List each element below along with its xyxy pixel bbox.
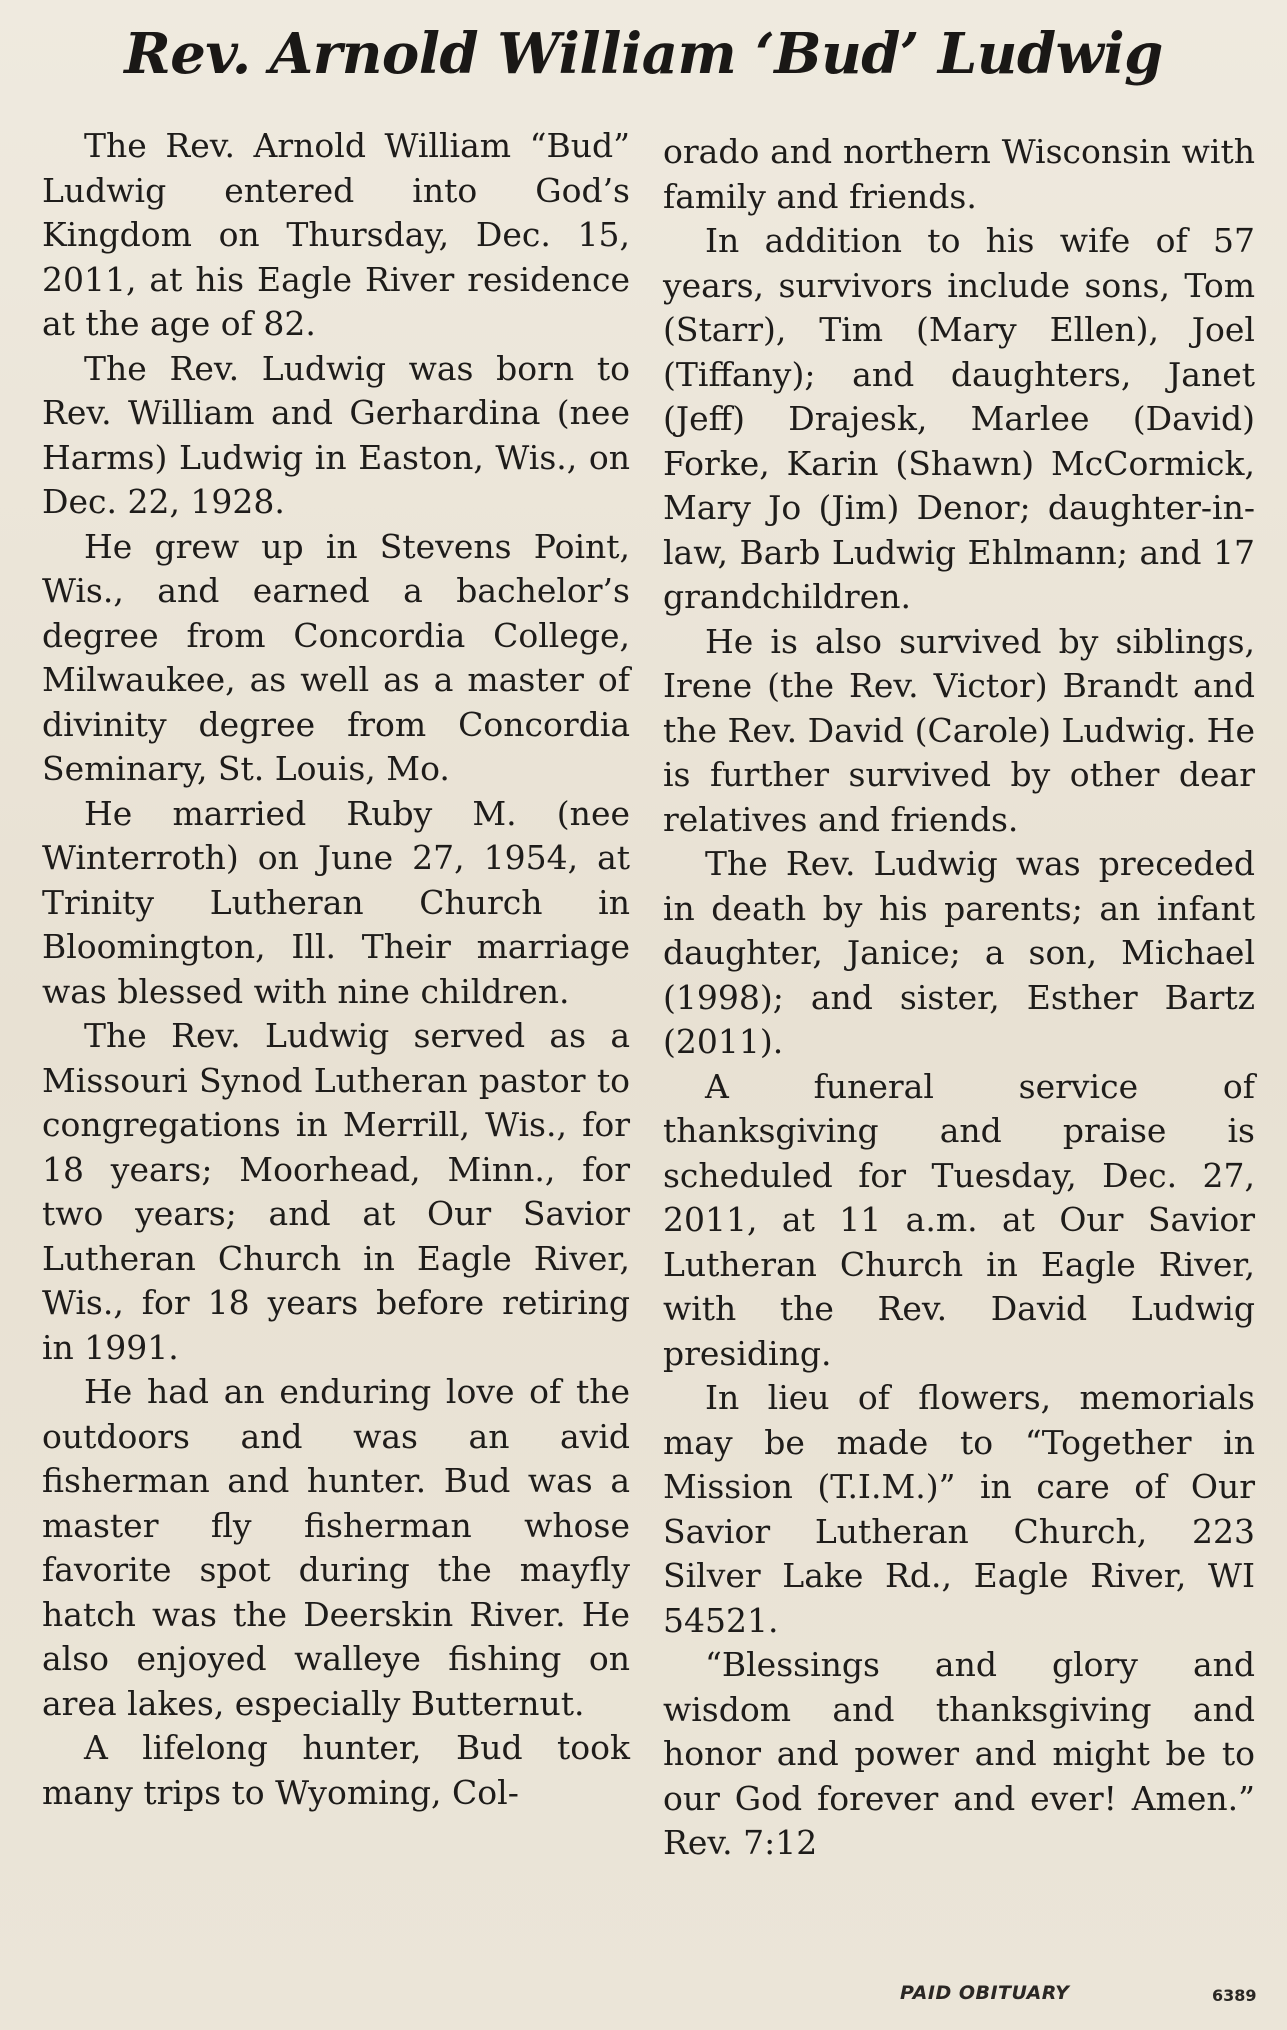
paragraph: A funeral service of thanksgiving and praise is scheduled for Tuesday, Dec. 27, 2011, at 11 a.m. at Our Savior Lutheran Church in Eagle River, with the Rev. David Ludwig presiding. [663,1066,1255,1373]
obituary-headline: Rev. Arnold William ‘Bud’ Ludwig [124,21,1163,87]
paragraph: “Blessings and glory and wisdom and thanksgiving and honor and power and might be to our God forever and ever! Amen.” Rev. 7:12 [663,1645,1255,1862]
paragraph: The Rev. Arnold William “Bud” Ludwig entered into God’s Kingdom on Thursday, Dec. 15, 2011, at his Eagle River residence at the age of 82. [42,126,630,343]
paragraph: In lieu of flowers, memorials may be made to “Together in Mission (T.I.M.)” in care of Our Savior Lutheran Church, 223 Silver Lake Rd., Eagle River, WI 54521. [663,1378,1255,1640]
left-column [42,124,630,1815]
ad-code: 6389 [1212,1986,1257,2005]
paragraph: He is also survived by siblings, Irene (the Rev. Victor) Brandt and the Rev. David (Carole) Ludwig. He is further survived by other dear relatives and friends. [663,621,1255,839]
paragraph: He had an enduring love of the outdoors and was an avid fisherman and hunter. Bud was a master fly fisherman whose favorite spot during the mayfly hatch was the Deerskin River. He also enjoyed walleye fishing on area lakes, especially Butternut. [42,1372,630,1723]
paragraph-continued: orado and northern Wisconsin with family and friends. [663,132,1255,216]
paid-obituary-tag: PAID OBITUARY [900,1982,1070,2004]
right-column [663,130,1255,1866]
paragraph: A lifelong hunter, Bud took many trips to Wyoming, Col- [42,1728,630,1812]
paragraph: The Rev. Ludwig was born to Rev. William and Gerhardina (nee Harms) Ludwig in Easton, Wis., on Dec. 22, 1928. [42,348,630,521]
paragraph: In addition to his wife of 57 years, survivors include sons, Tom (Starr), Tim (Mary Ellen), Joel (Tiffany); and daughters, Janet (Jeff) Drajesk, Marlee (David) Forke, Karin (Shawn) McCormick, Mary Jo (Jim) Denor; daughter-in-law, Barb Ludwig Ehlmann; and 17 grandchildren. [663,221,1255,616]
paragraph: He grew up in Stevens Point, Wis., and earned a bachelor’s degree from Concordia College, Milwaukee, as well as a master of divinity degree from Concordia Seminary, St. Louis, Mo. [42,526,630,788]
paragraph: The Rev. Ludwig served as a Missouri Synod Lutheran pastor to congregations in Merrill, Wis., for 18 years; Moorhead, Minn., for two years; and at Our Savior Lutheran Church in Eagle River, Wis., for 18 years before retiring in 1991. [42,1016,630,1367]
paragraph: He married Ruby M. (nee Winterroth) on June 27, 1954, at Trinity Lutheran Church in Bloomington, Ill. Their marriage was blessed with nine children. [42,793,630,1011]
paragraph: The Rev. Ludwig was preceded in death by his parents; an infant daughter, Janice; a son, Michael (1998); and sister, Esther Bartz (2011). [663,844,1255,1061]
